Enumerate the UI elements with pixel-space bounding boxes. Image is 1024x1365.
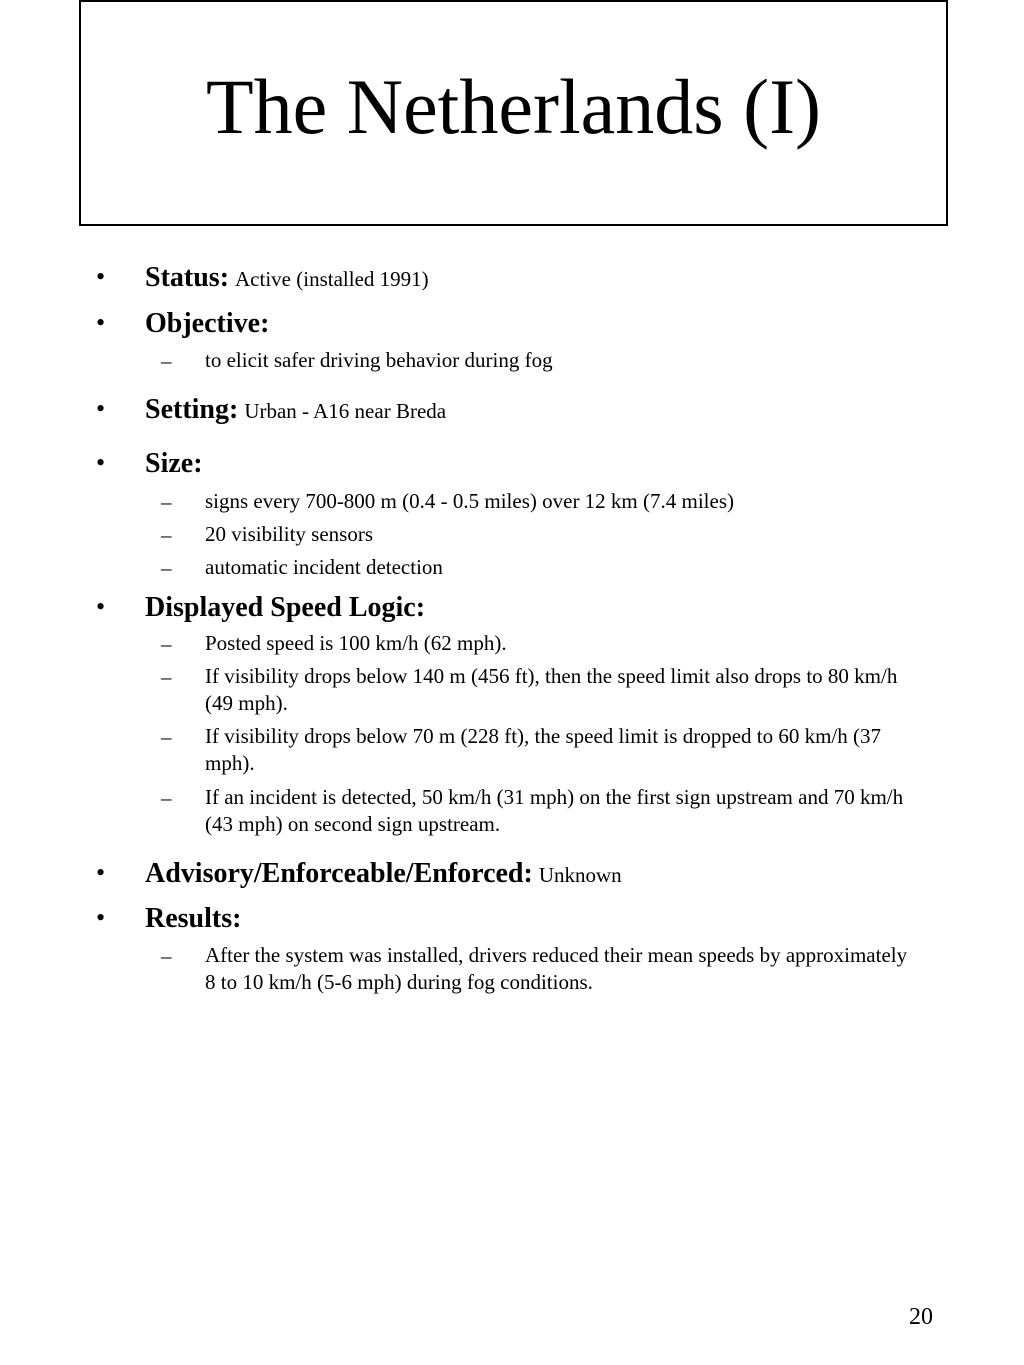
bullet-size — [0, 444, 1024, 484]
bullet-speed-logic — [0, 588, 1024, 628]
bullet-icon: • — [96, 592, 106, 621]
bullet-icon: • — [96, 308, 106, 337]
bullet-icon: • — [96, 903, 106, 932]
bullet-icon: • — [96, 448, 106, 477]
dash-icon: – — [161, 665, 172, 689]
status-label: Status: — [145, 262, 230, 293]
dash-icon: – — [161, 725, 172, 749]
objective-label: Objective: — [145, 308, 270, 339]
slide-title: The Netherlands (I) — [205, 63, 822, 150]
bullet-enforcement — [0, 854, 1024, 894]
bullet-icon: • — [96, 858, 106, 887]
speed-logic-sub-text: If an incident is detected, 50 km/h (31 mph) on the first sign upstream and 70 km/h (43 mph) on second sign upstream. — [205, 785, 904, 836]
results-sub-text: After the system was installed, drivers reduced their mean speeds by approximately 8 to 10 km/h (5-6 mph) during fog conditions. — [205, 943, 908, 994]
enforcement-label: Advisory/Enforceable/Enforced: — [145, 858, 533, 889]
dash-icon: – — [161, 632, 172, 656]
enforcement-value: Unknown — [538, 863, 622, 887]
size-sub-text: automatic incident detection — [205, 555, 443, 579]
speed-logic-label: Displayed Speed Logic: — [145, 592, 426, 623]
speed-logic-sub-text: If visibility drops below 140 m (456 ft), then the speed limit also drops to 80 km/h (49 mph). — [205, 664, 898, 715]
bullet-setting — [0, 390, 1024, 430]
results-label: Results: — [145, 903, 242, 934]
dash-icon: – — [161, 786, 172, 810]
objective-sub-text: to elicit safer driving behavior during fog — [205, 348, 553, 372]
size-sub-text: 20 visibility sensors — [205, 522, 374, 546]
setting-value: Urban - A16 near Breda — [244, 399, 447, 423]
size-sub-text: signs every 700-800 m (0.4 - 0.5 miles) over 12 km (7.4 miles) — [205, 489, 734, 513]
setting-label: Setting: — [145, 394, 239, 425]
bullet-results — [0, 899, 1024, 939]
bullet-icon: • — [96, 262, 106, 291]
speed-logic-sub-text: Posted speed is 100 km/h (62 mph). — [205, 631, 507, 655]
bullet-icon: • — [96, 394, 106, 423]
dash-icon: – — [161, 490, 172, 514]
speed-logic-sub-text: If visibility drops below 70 m (228 ft), the speed limit is dropped to 60 km/h (37 mph). — [205, 724, 882, 775]
bullet-status — [0, 258, 1024, 298]
status-value: Active (installed 1991) — [235, 267, 429, 291]
dash-icon: – — [161, 523, 172, 547]
dash-icon: – — [161, 556, 172, 580]
bullet-objective — [0, 304, 1024, 344]
page-number: 20 — [909, 1304, 933, 1330]
dash-icon: – — [161, 944, 172, 968]
dash-icon: – — [161, 349, 172, 373]
size-label: Size: — [145, 448, 203, 479]
title-box — [79, 0, 948, 226]
